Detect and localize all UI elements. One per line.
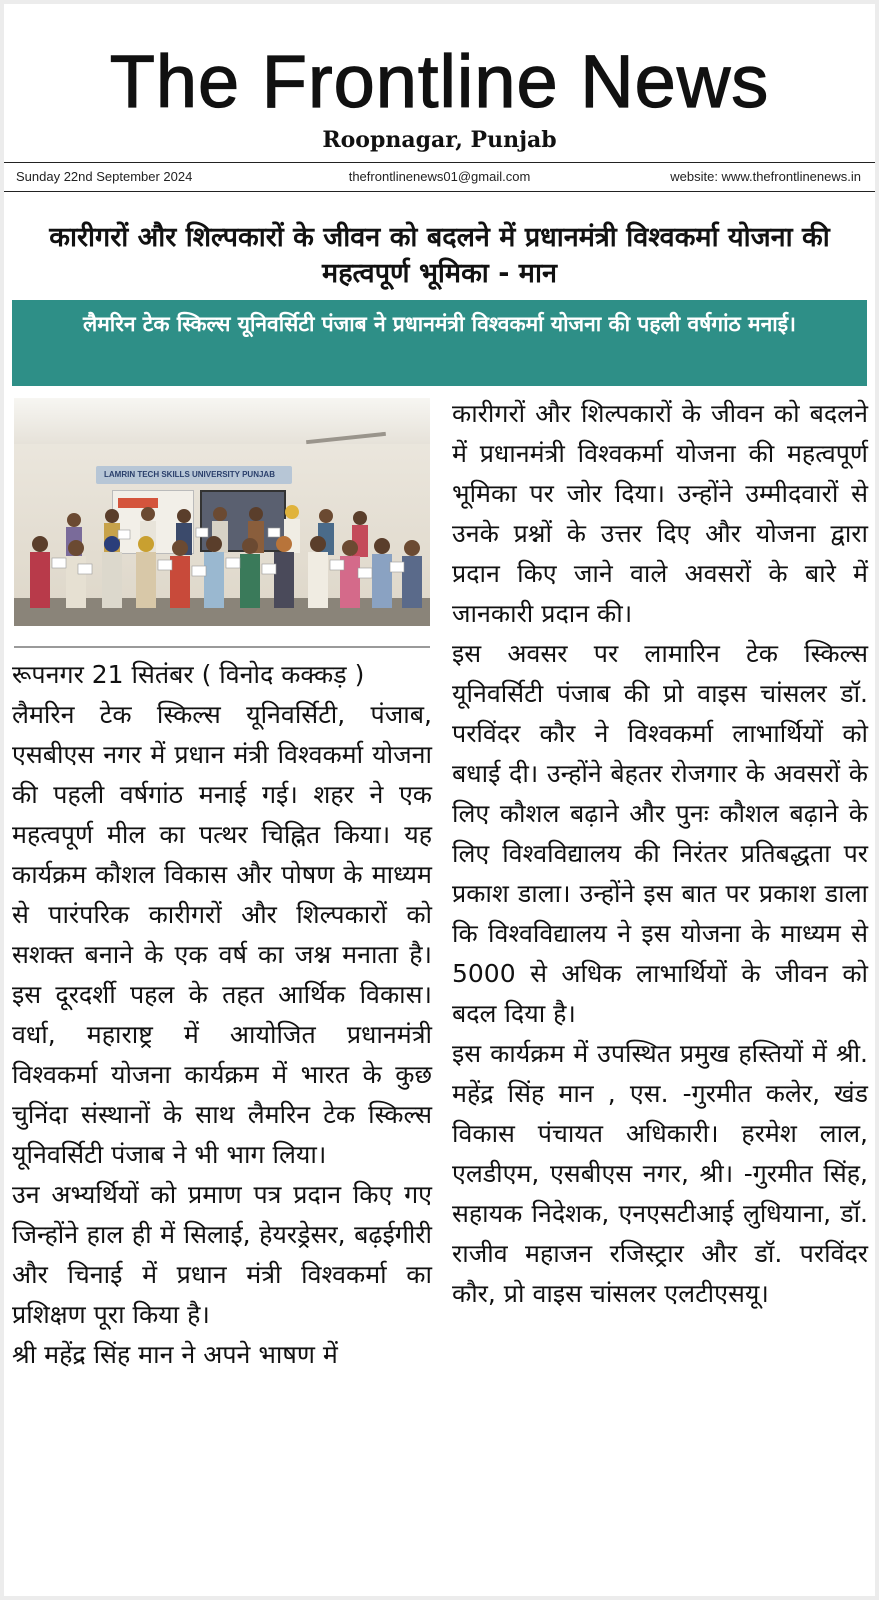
article-paragraph: इस अवसर पर लामारिन टेक स्किल्स यूनिवर्सिटी पंजाब की प्रो वाइस चांसलर डॉ. परविंदर कौर ने विश्वकर्मा लाभार्थियों को बधाई दी। उन्होंने बेहतर रोजगार के अवसरों के लिए कौशल बढ़ाने और पुनः कौशल बढ़ाने के लिए विश्वविद्यालय की निरंतर प्रतिबद्धता पर प्रकाश डाला। उन्होंने इस बात पर प्रकाश डाला कि विश्वविद्यालय ने इस योजना के माध्यम से 5000 से अधिक लाभार्थियों के जीवन को बदल दिया है। <box>452 639 868 1028</box>
event-photo <box>14 398 430 626</box>
website-link: website: www.thefrontlinenews.in <box>670 169 861 184</box>
group-of-people-illustration <box>14 398 430 626</box>
issue-date: Sunday 22nd September 2024 <box>16 169 193 184</box>
university-sign-text: LAMRIN TECH SKILLS UNIVERSITY PUNJAB <box>104 470 275 479</box>
article-paragraph: लैमरिन टेक स्किल्स यूनिवर्सिटी, पंजाब, एसबीएस नगर में प्रधान मंत्री विश्वकर्मा योजना की पहली वर्षगांठ मनाई गई। शहर ने एक महत्वपूर्ण मील का पत्थर चिह्नित किया। यह कार्यक्रम कौशल विकास और पोषण के माध्यम से पारंपरिक कारीगरों और शिल्पकारों को सशक्त बनाने के एक वर्ष का जश्न मनाता है। इस दूरदर्शी पहल के तहत आर्थिक विकास। वर्धा, महाराष्ट्र में आयोजित प्रधानमंत्री विश्वकर्मा योजना कार्यक्रम में भारत के कुछ चुनिंदा संस्थानों के साथ लैमरिन टेक स्किल्स यूनिवर्सिटी पंजाब ने भी भाग लिया। <box>12 700 432 1169</box>
masthead-location: Roopnagar, Punjab <box>322 127 557 153</box>
subheadline-banner: लैमरिन टेक स्किल्स यूनिवर्सिटी पंजाब ने प्रधानमंत्री विश्वकर्मा योजना की पहली वर्षगांठ मनाई। <box>12 300 867 386</box>
article-paragraph: इस कार्यक्रम में उपस्थित प्रमुख हस्तियों में श्री. महेंद्र सिंह मान , एस. -गुरमीत कलेर, खंड विकास पंचायत अधिकारी। हरमेश लाल, एलडीएम, एसबीएस नगर, श्री। -गुरमीत सिंह, सहायक निदेशक, एनएसटीआई लुधियाना, डॉ. राजीव महाजन रजिस्ट्रार और डॉ. परविंदर कौर, प्रो वाइस चांसलर एलटीएसयू। <box>452 1039 868 1308</box>
article-paragraph: उन अभ्यर्थियों को प्रमाण पत्र प्रदान किए गए जिन्होंने हाल ही में सिलाई, हेयरड्रेसर, बढ़ईगीरी और चिनाई में प्रधान मंत्री विश्वकर्मा का प्रशिक्षण पूरा किया है। <box>12 1180 432 1329</box>
contact-email: thefrontlinenews01@gmail.com <box>348 169 531 184</box>
article-right-column <box>452 394 868 1314</box>
article-paragraph: कारीगरों और शिल्पकारों के जीवन को बदलने में प्रधानमंत्री विश्वकर्मा योजना की महत्वपूर्ण भूमिका पर जोर दिया। उन्होंने उम्मीदवारों से उनके प्रश्नों के उत्तर दिए और योजना द्वारा प्रदान किए जाने वाले अवसरों के बारे में जानकारी प्रदान की। <box>452 399 868 628</box>
article-paragraph: श्री महेंद्र सिंह मान ने अपने भाषण में <box>12 1340 338 1369</box>
newspaper-page <box>4 4 875 1596</box>
dateline: रूपनगर 21 सितंबर ( विनोद कक्कड़ ) <box>12 660 365 689</box>
info-bar <box>4 162 875 192</box>
headline: कारीगरों और शिल्पकारों के जीवन को बदलने में प्रधानमंत्री विश्वकर्मा योजना की महत्वपूर्ण भूमिका - मान <box>49 222 830 289</box>
masthead-title: The Frontline News <box>109 40 770 123</box>
photo-divider <box>14 646 430 648</box>
article-left-column <box>12 655 432 1375</box>
